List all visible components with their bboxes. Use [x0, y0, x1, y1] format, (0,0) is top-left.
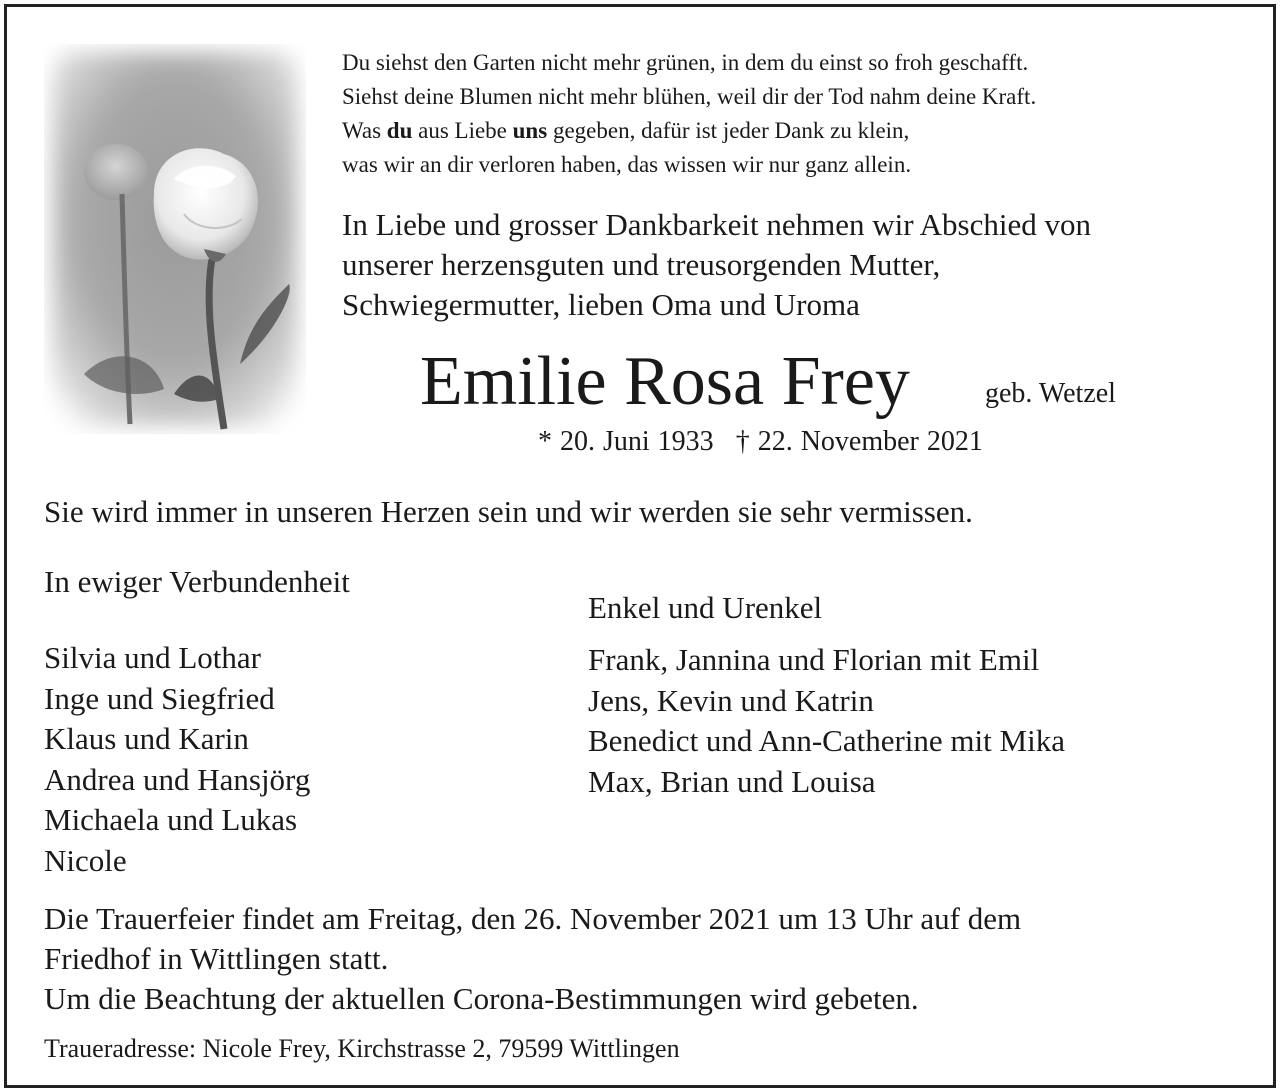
poem-line: Siehst deine Blumen nicht mehr blühen, weil dir der Tod nahm deine Kraft. — [342, 84, 1037, 109]
memorial-line: Sie wird immer in unseren Herzen sein und wir werden sie sehr vermissen. — [44, 494, 973, 529]
birth-date: * 20. Juni 1933 — [538, 426, 714, 457]
mourning-address: Traueradresse: Nicole Frey, Kirchstrasse 2, 79599 Wittlingen — [44, 1034, 680, 1063]
service-line: Friedhof in Wittlingen statt. — [44, 941, 389, 976]
poem-line: was wir an dir verloren haben, das wissen wir nur ganz allein. — [342, 152, 912, 177]
grandchildren-heading: Enkel und Urenkel — [588, 590, 823, 625]
intro-line: In Liebe und grosser Dankbarkeit nehmen wir Abschied von — [342, 207, 1091, 242]
grandchildren-member: Max, Brian und Louisa — [588, 763, 876, 799]
service-info — [44, 899, 1021, 1019]
poem — [342, 46, 1242, 182]
family-member: Silvia und Lothar — [44, 640, 261, 675]
grandchildren-member: Benedict und Ann-Catherine mit Mika — [588, 723, 1065, 758]
farewell-intro — [342, 205, 1242, 325]
grandchildren-member: Jens, Kevin und Katrin — [588, 682, 874, 718]
intro-line: Schwiegermutter, lieben Oma und Uroma — [342, 287, 860, 322]
family-member: Inge und Siegfried — [44, 680, 275, 716]
death-date: † 22. November 2021 — [735, 426, 983, 457]
intro-line: unserer herzensguten und treusorgenden Mutter, — [342, 247, 941, 282]
poem-line: Du siehst den Garten nicht mehr grünen, in dem du einst so froh geschafft. — [342, 50, 1029, 75]
family-member: Nicole — [44, 842, 127, 878]
family-column — [44, 562, 350, 881]
family-member: Andrea und Hansjörg — [44, 761, 311, 797]
family-member: Michaela und Lukas — [44, 802, 298, 837]
family-member: Klaus und Karin — [44, 721, 249, 756]
deceased-name: Emilie Rosa Frey — [420, 343, 910, 420]
birth-name: geb. Wetzel — [985, 378, 1116, 409]
grandchildren-column — [588, 588, 1065, 802]
service-line: Die Trauerfeier findet am Freitag, den 26. November 2021 um 13 Uhr auf dem — [44, 901, 1022, 936]
family-heading: In ewiger Verbundenheit — [44, 564, 350, 599]
rose-photo-icon — [44, 44, 306, 434]
grandchildren-member: Frank, Jannina und Florian mit Emil — [588, 642, 1040, 677]
life-dates — [538, 426, 983, 458]
poem-line: Was du aus Liebe uns gegeben, dafür ist jeder Dank zu klein, — [342, 118, 910, 143]
service-line: Um die Beachtung der aktuellen Corona-Bestimmungen wird gebeten. — [44, 981, 919, 1016]
